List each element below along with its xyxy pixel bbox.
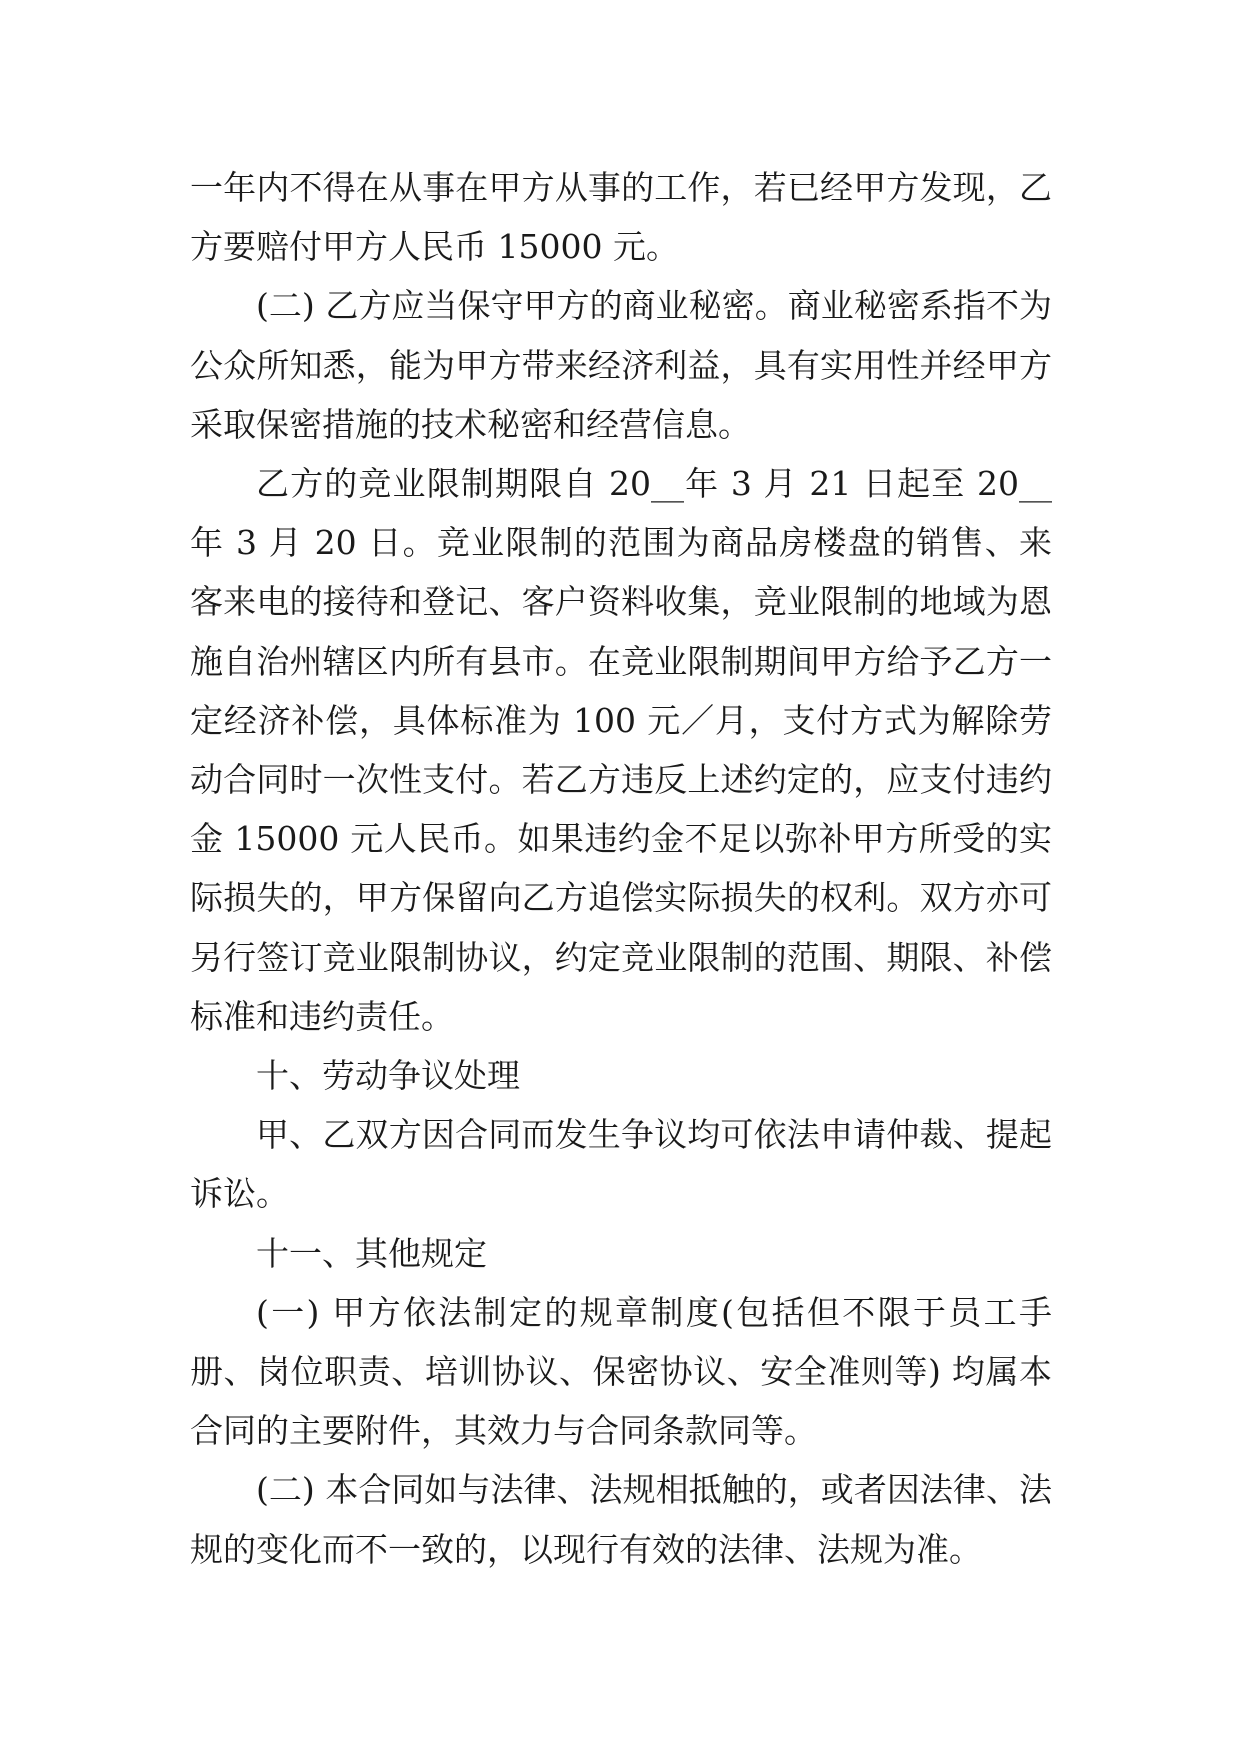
paragraph-continuation: 一年内不得在从事在甲方从事的工作，若已经甲方发现，乙方要赔付甲方人民币 15000 元。 (190, 168, 1052, 267)
paragraph-non-compete: 乙方的竞业限制期限自 20__年 3 月 21 日起至 20__年 3 月 20 日。竞业限制的范围为商品房楼盘的销售、来客来电的接待和登记、客户资料收集，竞业限制的地域为恩施自治州辖区内所有县市。在竞业限制期间甲方给予乙方一定经济补偿，具体标准为 100 元／月，支付方式为解除劳动合同时一次性支付。若乙方违反上述约定的，应支付违约金 15000 元人民币。如果违约金不足以弥补甲方所受的实际损失的，甲方保留向乙方追偿实际损失的权利。双方亦可另行签订竞业限制协议，约定竞业限制的范围、期限、补偿标准和违约责任。 (190, 464, 1052, 1036)
paragraph-labor-dispute: 甲、乙双方因合同而发生争议均可依法申请仲裁、提起诉讼。 (190, 1115, 1052, 1214)
paragraph-legal-conflict: (二) 本合同如与法律、法规相抵触的，或者因法律、法规的变化而不一致的，以现行有效的法律、法规为准。 (190, 1470, 1052, 1569)
section-heading-labor-dispute: 十、劳动争议处理 (256, 1056, 520, 1096)
section-heading-other-provisions: 十一、其他规定 (256, 1233, 487, 1273)
paragraph-trade-secret: (二) 乙方应当保守甲方的商业秘密。商业秘密系指不为公众所知悉，能为甲方带来经济利益，具有实用性并经甲方采取保密措施的技术秘密和经营信息。 (190, 286, 1052, 444)
paragraph-rules-annex: (一) 甲方依法制定的规章制度(包括但不限于员工手册、岗位职责、培训协议、保密协议、安全准则等) 均属本合同的主要附件，其效力与合同条款同等。 (190, 1292, 1052, 1451)
document-body (190, 158, 1052, 1579)
